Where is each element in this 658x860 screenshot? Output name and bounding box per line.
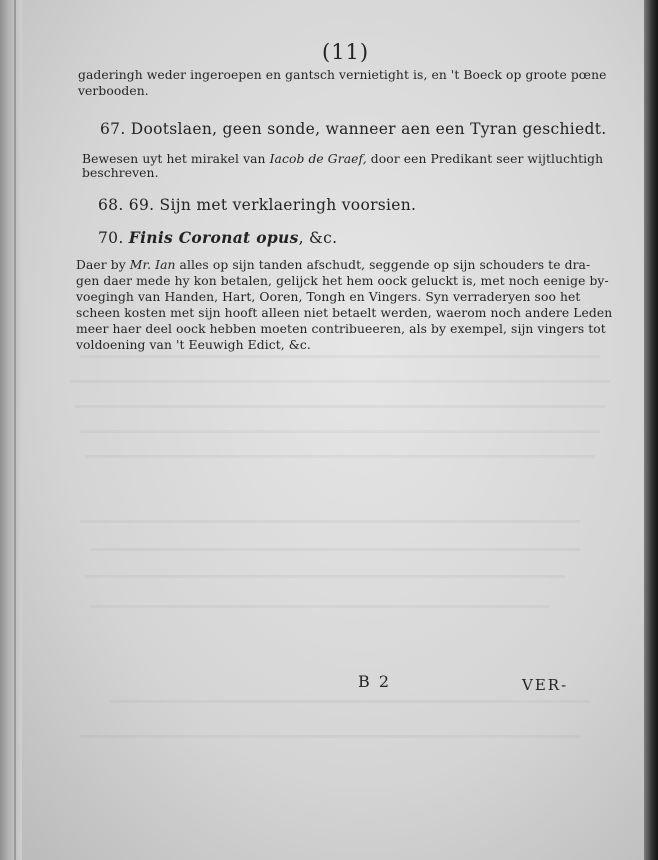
page-number: (11)	[322, 40, 370, 64]
entry-68-69-heading: 68. 69. Sijn met verklaeringh voorsien.	[98, 196, 417, 214]
entry-70-line-1	[76, 258, 590, 272]
entry-67-heading: 67. Dootslaen, geen sonde, wanneer aen een Tyran geschiedt.	[100, 120, 607, 138]
entry-70-line-1-start: Daer by	[76, 258, 130, 272]
entry-70-heading	[98, 228, 337, 247]
gutter-edge	[14, 0, 16, 860]
entry-70-line-2: gen daer mede hy kon betalen, gelijck het hem oock geluckt is, met noch eenige by-	[76, 274, 609, 288]
entry-67-line-1	[82, 152, 603, 166]
catchword: VER-	[522, 676, 569, 694]
entry-70-line-1-end: alles op sijn tanden afschudt, seggende op sijn schouders te dra-	[175, 258, 591, 272]
signature-mark: B 2	[358, 672, 392, 691]
entry-70-person-name: Mr. Ian	[129, 258, 176, 272]
entry-70-number: 70.	[98, 229, 124, 247]
page-edge-shadow	[644, 0, 658, 860]
entry-70-tail: , &c.	[298, 229, 338, 247]
entry-70-line-6: voldoening van 't Eeuwigh Edict, &c.	[76, 338, 311, 352]
entry-70-title: Finis Coronat opus	[128, 228, 299, 247]
entry-67-person-name: Iacob de Graef,	[269, 152, 367, 166]
entry-67-line-1-end: door een Predikant seer wijtluchtigh	[366, 152, 604, 166]
intro-line-1: gaderingh weder ingeroepen en gantsch vernietight is, en 't Boeck op groote pœne	[78, 68, 607, 82]
entry-70-line-5: meer haer deel oock hebben moeten contribueeren, als by exempel, sijn vingers tot	[76, 322, 606, 336]
binding-gutter	[0, 0, 22, 860]
entry-67-line-2: beschreven.	[82, 166, 159, 180]
entry-67-line-1-start: Bewesen uyt het mirakel van	[82, 152, 270, 166]
entry-70-line-4: scheen kosten met sijn hooft alleen niet betaelt werden, waerom noch andere Leden	[76, 306, 613, 320]
entry-70-line-3: voegingh van Handen, Hart, Ooren, Tongh en Vingers. Syn verraderyen soo het	[76, 290, 581, 304]
intro-line-2: verbooden.	[78, 84, 149, 98]
